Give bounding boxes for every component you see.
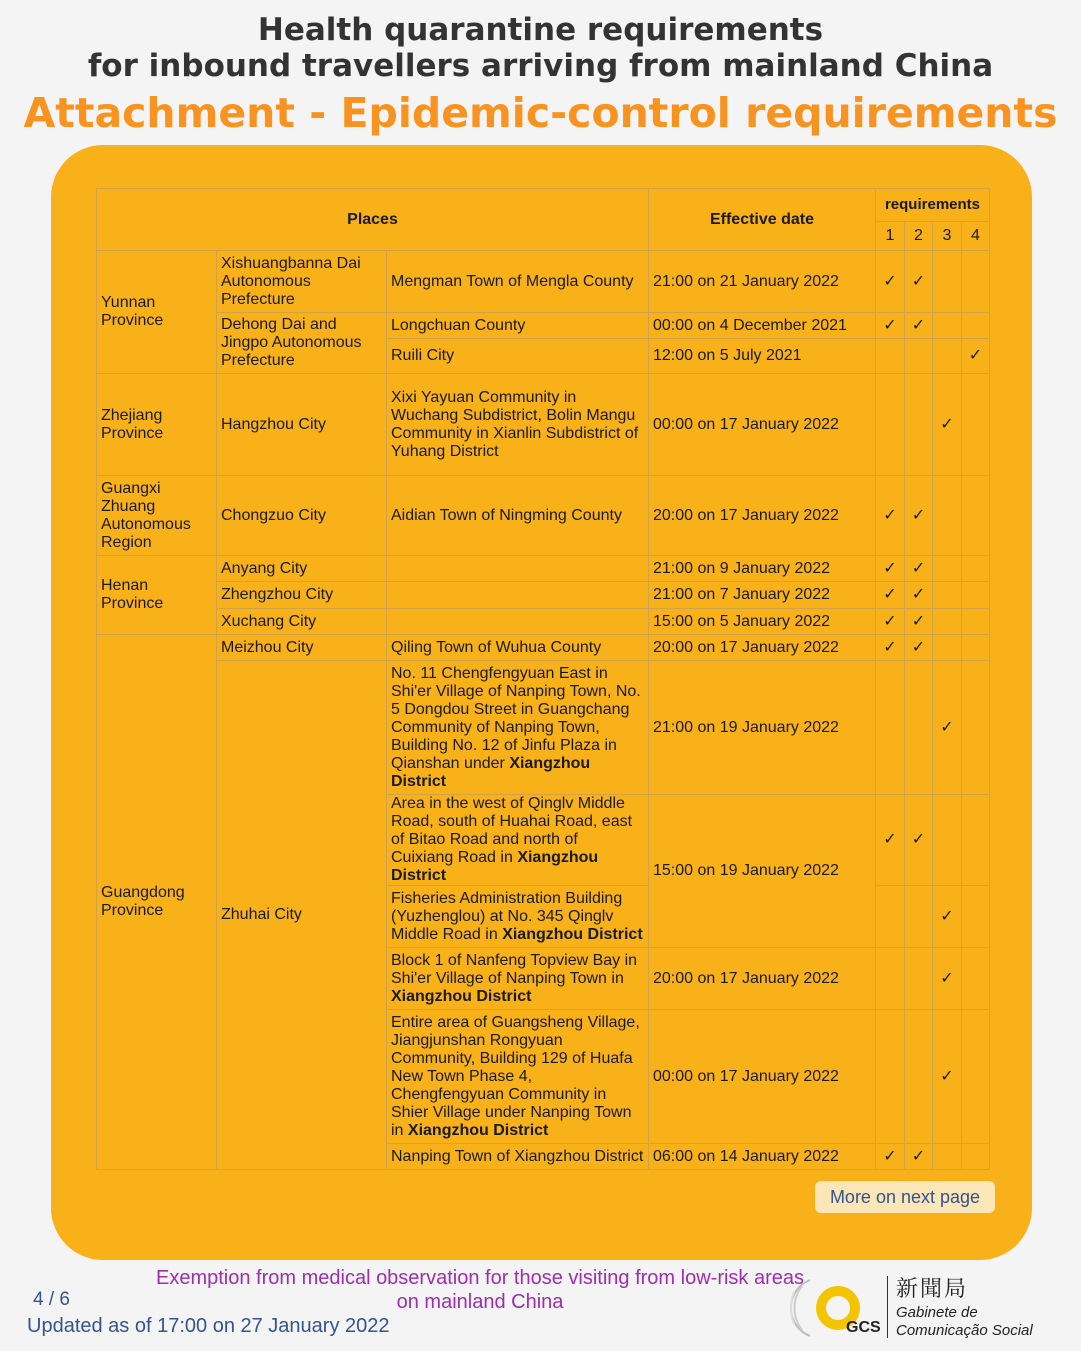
gcs-emblem-icon [790,1270,886,1346]
province-cell: Henan Province [97,556,217,635]
date-cell: 21:00 on 21 January 2022 [649,251,876,313]
title-line-1: Health quarantine requirements [257,12,824,48]
date-cell: 21:00 on 19 January 2022 [649,661,876,795]
check-icon: ✓ [905,609,933,635]
check-icon: ✓ [876,635,905,661]
city-cell: Anyang City [217,556,387,582]
req-number: 4 [962,222,990,251]
place-cell: Ruili City [387,339,649,374]
check-icon: ✓ [905,556,933,582]
province-cell: Yunnan Province [97,251,217,374]
req-number: 2 [905,222,933,251]
date-cell: 15:00 on 5 January 2022 [649,609,876,635]
place-cell [387,582,649,609]
city-cell: Xishuangbanna Dai Autonomous Prefecture [217,251,387,313]
city-cell: Dehong Dai and Jingpo Autonomous Prefecture [217,313,387,374]
more-on-next-page-button[interactable]: More on next page [815,1181,995,1213]
check-icon: ✓ [905,1144,933,1170]
date-cell: 20:00 on 17 January 2022 [649,635,876,661]
place-cell: Nanping Town of Xiangzhou District [387,1144,649,1170]
header-effective-date: Effective date [649,189,876,251]
city-cell: Zhuhai City [217,661,387,1170]
check-icon: ✓ [905,795,933,886]
check-icon: ✓ [933,1010,962,1144]
title-line-2: for inbound travellers arriving from mainland China [87,48,994,84]
req-number: 3 [933,222,962,251]
req-number: 1 [876,222,905,251]
place-cell: Aidian Town of Ningming County [387,476,649,556]
date-cell: 20:00 on 17 January 2022 [649,948,876,1010]
city-cell: Chongzuo City [217,476,387,556]
place-cell: Longchuan County [387,313,649,339]
updated-timestamp: Updated as of 17:00 on 27 January 2022 [27,1315,390,1337]
city-cell: Xuchang City [217,609,387,635]
check-icon: ✓ [905,476,933,556]
check-icon: ✓ [876,609,905,635]
place-cell: Mengman Town of Mengla County [387,251,649,313]
logo-portuguese-name-1: Gabinete de [896,1304,978,1321]
logo-divider [887,1276,888,1338]
check-icon: ✓ [905,251,933,313]
check-icon: ✓ [933,948,962,1010]
date-cell: 21:00 on 9 January 2022 [649,556,876,582]
place-cell: Block 1 of Nanfeng Topview Bay in Shi'er Village of Nanping Town in Xiangzhou District [387,948,649,1010]
place-cell: Fisheries Administration Building (Yuzhenglou) at No. 345 Qinglv Middle Road in Xiangzhou District [387,886,649,948]
page-title [0,12,1081,84]
city-cell: Zhengzhou City [217,582,387,609]
exemption-footer: Exemption from medical observation for those visiting from low-risk areas on mainland China [155,1267,805,1313]
logo-initials: GCS [846,1319,881,1336]
province-cell: Guangxi Zhuang Autonomous Region [97,476,217,556]
place-cell: Entire area of Guangsheng Village, Jiangjunshan Rongyuan Community, Building 129 of Huafa New Town Phase 4, Chengfengyuan Community in Shier Village under Nanping Town in Xiangzhou District [387,1010,649,1144]
check-icon: ✓ [933,374,962,476]
check-icon: ✓ [876,582,905,609]
logo-chinese-name: 新聞局 [896,1277,969,1302]
check-icon: ✓ [876,476,905,556]
check-icon: ✓ [905,313,933,339]
place-cell: Qiling Town of Wuhua County [387,635,649,661]
check-icon: ✓ [876,313,905,339]
check-icon: ✓ [876,556,905,582]
date-cell: 00:00 on 4 December 2021 [649,313,876,339]
date-cell: 15:00 on 19 January 2022 [649,795,876,948]
place-cell: Area in the west of Qinglv Middle Road, south of Huahai Road, east of Bitao Road and north of Cuixiang Road in Xiangzhou District [387,795,649,886]
logo-portuguese-name-2: Comunicação Social [896,1322,1033,1339]
place-cell: No. 11 Chengfengyuan East in Shi'er Village of Nanping Town, No. 5 Dongdou Street in Guangchang Community of Nanping Town, Building No. 12 of Jinfu Plaza in Qianshan under Xiangzhou District [387,661,649,795]
check-icon: ✓ [876,251,905,313]
check-icon: ✓ [905,635,933,661]
date-cell: 21:00 on 7 January 2022 [649,582,876,609]
date-cell: 06:00 on 14 January 2022 [649,1144,876,1170]
header-requirements: requirements [876,189,990,222]
date-cell: 00:00 on 17 January 2022 [649,374,876,476]
date-cell: 12:00 on 5 July 2021 [649,339,876,374]
city-cell: Meizhou City [217,635,387,661]
place-cell [387,609,649,635]
check-icon: ✓ [876,795,905,886]
check-icon: ✓ [933,661,962,795]
requirements-table [96,188,990,1170]
check-icon: ✓ [876,1144,905,1170]
gcs-logo [790,1270,1070,1346]
page-indicator: 4 / 6 [33,1289,70,1310]
province-cell: Guangdong Province [97,635,217,1170]
check-icon: ✓ [962,339,990,374]
page-subtitle: Attachment - Epidemic-control requirements [23,89,1058,137]
city-cell: Hangzhou City [217,374,387,476]
date-cell: 20:00 on 17 January 2022 [649,476,876,556]
place-cell: Xixi Yayuan Community in Wuchang Subdistrict, Bolin Mangu Community in Xianlin Subdistrict of Yuhang District [387,374,649,476]
check-icon: ✓ [905,582,933,609]
header-places: Places [97,189,649,251]
place-cell [387,556,649,582]
province-cell: Zhejiang Province [97,374,217,476]
date-cell: 00:00 on 17 January 2022 [649,1010,876,1144]
check-icon: ✓ [933,886,962,948]
